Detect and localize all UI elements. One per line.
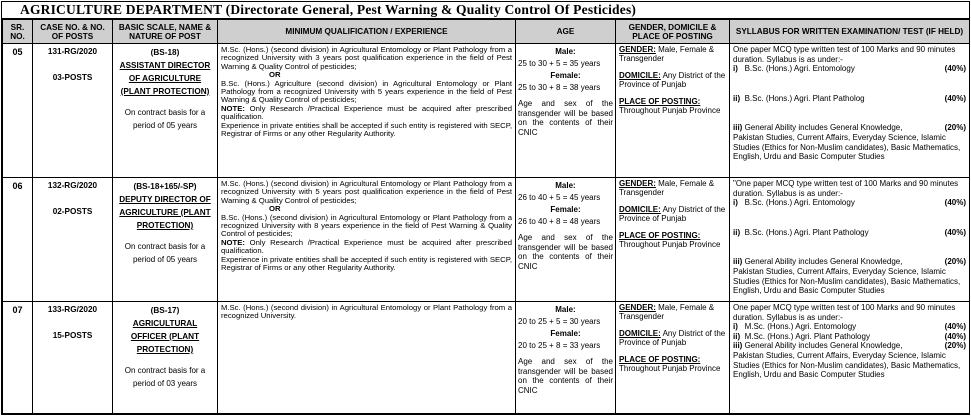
- gender-domicile-cell: [616, 44, 730, 178]
- qualification-primary: M.Sc. (Hons.) (second division) in Agricultural Entomology or Plant Pathology from a recognized University.: [221, 303, 512, 321]
- syllabus-item-2-num: ii): [733, 227, 741, 237]
- sr-no: 05: [3, 44, 33, 178]
- post-title: ASSISTANT DIRECTOR OF AGRICULTURE (PLANT PROTECTION): [119, 61, 211, 96]
- contract-nature: On contract basis for a period of 05 years: [124, 242, 206, 264]
- domicile-value: Any District of the Province of Punjab: [619, 205, 726, 223]
- age-male-value: 25 to 30 + 5 = 35 years: [518, 59, 601, 68]
- gender-domicile-cell: [616, 302, 730, 414]
- posting-label: PLACE OF POSTING:: [619, 97, 701, 106]
- syllabus-item-3: General Ability includes General Knowledge,: [744, 257, 903, 267]
- header-basic-scale: BASIC SCALE, NAME & NATURE OF POST: [113, 20, 218, 44]
- sr-no: 06: [3, 178, 33, 302]
- age-female-label: Female:: [550, 71, 581, 80]
- age-cell: [516, 44, 616, 178]
- basic-scale: (BS-18): [150, 48, 180, 57]
- table-row: [3, 302, 970, 414]
- table-row: [3, 44, 970, 178]
- age-transgender-note: Age and sex of the transgender will be based on the contents of their CNIC: [518, 357, 613, 395]
- gender-domicile-cell: [616, 178, 730, 302]
- syllabus-item-3-detail: Pakistan Studies, Current Affairs, Everyday Science, Islamic Studies (Ethics for Non-Muslim candidates), Basic Mathematics, English, Urdu and Basic Computer Studies: [733, 350, 961, 380]
- qualification-or: OR: [269, 70, 281, 80]
- note-text: Only Research /Practical Experience must be acquired after prescribed qualification.: [221, 103, 512, 122]
- table-header-row: [3, 20, 970, 44]
- syllabus-item-3-detail: Pakistan Studies, Current Affairs, Everyday Science, Islamic Studies (Ethics for Non-Muslim candidates), Basic Mathematics, English, Urdu and Basic Computer Studies: [733, 266, 961, 296]
- contract-nature: On contract basis for a period of 03 years: [124, 366, 206, 388]
- syllabus-item-3-weight: (20%): [944, 341, 966, 351]
- qualification-cell: [218, 302, 516, 414]
- syllabus-item-2-weight: (40%): [944, 331, 966, 341]
- qualification-primary: M.Sc. (Hons.) (second division) in Agricultural Entomology or Plant Pathology from a recognized University with 5 years post qualification experience in the field of Pest Warning & Quality Control of pesticides;: [221, 179, 512, 205]
- qualification-cell: [218, 178, 516, 302]
- note-experience: Experience in private entities shall be accepted if such entity is registered with SECP, Registrar of Firms or any other Regularity Authority.: [221, 120, 512, 139]
- advertisement-page: [1, 1, 970, 415]
- syllabus-intro: "One paper MCQ type written test of 100 Marks and 90 minutes duration. Syllabus is as under:-: [733, 179, 959, 198]
- syllabus-item-1-weight: (40%): [944, 322, 966, 332]
- syllabus-item-3-num: iii): [733, 257, 743, 267]
- syllabus-item-3: General Ability includes General Knowledge,: [744, 341, 903, 351]
- table-row: [3, 178, 970, 302]
- domicile-label: DOMICILE:: [619, 329, 661, 338]
- syllabus-item-2-weight: (40%): [944, 93, 966, 103]
- syllabus-item-3-num: iii): [733, 123, 743, 133]
- qualification-cell: [218, 44, 516, 178]
- syllabus-item-3-num: iii): [733, 341, 743, 351]
- note-experience: Experience in private entities shall be accepted if such entity is registered with SECP, Registrar of Firms or any other Regularity Authority.: [221, 254, 512, 273]
- age-female-value: 25 to 30 + 8 = 38 years: [518, 83, 601, 92]
- syllabus-intro: One paper MCQ type written test of 100 Marks and 90 minutes duration. Syllabus is as under:-: [733, 45, 956, 64]
- age-transgender-note: Age and sex of the transgender will be based on the contents of their CNIC: [518, 233, 613, 271]
- syllabus-item-1: B.Sc. (Hons.) Agri. Entomology: [744, 64, 855, 74]
- syllabus-item-3-detail: Pakistan Studies, Current Affairs, Everyday Science, Islamic Studies (Ethics for Non-Muslim candidates), Basic Mathematics, English, Urdu and Basic Computer Studies: [733, 132, 961, 162]
- syllabus-item-2-num: ii): [733, 93, 741, 103]
- age-male-value: 26 to 40 + 5 = 45 years: [518, 193, 601, 202]
- syllabus-item-2: B.Sc. (Hons.) Agri. Plant Patholog: [744, 93, 865, 103]
- case-number: 131-RG/2020: [47, 47, 98, 56]
- header-syllabus: SYLLABUS FOR WRITTEN EXAMINATION/ TEST (IF HELD): [730, 20, 970, 44]
- case-cell: [33, 302, 113, 414]
- posting-value: Throughout Punjab Province: [619, 364, 721, 373]
- syllabus-cell: [730, 178, 970, 302]
- post-count: 15-POSTS: [52, 331, 93, 340]
- age-female-label: Female:: [550, 205, 581, 214]
- note-text: Only Research /Practical Experience must be acquired after prescribed qualification.: [221, 237, 512, 256]
- qualification-primary: M.Sc. (Hons.) (second division) in Agricultural Entomology or Plant Pathology from a recognized University with 3 years post qualification experience in the field of Pest Warning & Quality Control of pesticides;: [221, 45, 512, 71]
- domicile-value: Any District of the Province of Punjab: [619, 329, 726, 347]
- case-number: 132-RG/2020: [47, 181, 98, 190]
- case-number: 133-RG/2020: [47, 305, 98, 314]
- syllabus-item-1-weight: (40%): [944, 198, 966, 208]
- syllabus-item-1: M.Sc. (Hons.) Agri. Entomology: [744, 322, 857, 332]
- gender-label: GENDER:: [619, 303, 656, 312]
- case-cell: [33, 178, 113, 302]
- gender-label: GENDER:: [619, 179, 656, 188]
- sr-no: 07: [3, 302, 33, 414]
- age-female-value: 20 to 25 + 8 = 33 years: [518, 341, 601, 350]
- header-case-no: CASE NO. & NO. OF POSTS: [33, 20, 113, 44]
- posts-table: [2, 19, 970, 414]
- age-cell: [516, 178, 616, 302]
- scale-cell: [113, 44, 218, 178]
- post-count: 03-POSTS: [52, 73, 93, 82]
- scale-cell: [113, 178, 218, 302]
- scale-cell: [113, 302, 218, 414]
- domicile-label: DOMICILE:: [619, 71, 661, 80]
- syllabus-item-1: B.Sc. (Hons.) Agri. Entomology: [744, 198, 855, 208]
- age-transgender-note: Age and sex of the transgender will be based on the contents of their CNIC: [518, 99, 613, 137]
- syllabus-item-1-num: i): [733, 322, 738, 332]
- age-male-label: Male:: [555, 305, 576, 314]
- age-female-label: Female:: [550, 329, 581, 338]
- syllabus-cell: [730, 44, 970, 178]
- syllabus-item-1-weight: (40%): [944, 64, 966, 74]
- syllabus-item-1-num: i): [733, 64, 738, 74]
- syllabus-item-2: B.Sc. (Hons.) Agri. Plant Pathology: [744, 227, 869, 237]
- header-qualification: MINIMUM QUALIFICATION / EXPERIENCE: [218, 20, 516, 44]
- domicile-label: DOMICILE:: [619, 205, 661, 214]
- syllabus-intro: One paper MCQ type written test of 100 Marks and 90 minutes duration. Syllabus is as under:-: [733, 303, 956, 322]
- syllabus-cell: [730, 302, 970, 414]
- age-male-label: Male:: [555, 181, 576, 190]
- domicile-value: Any District of the Province of Punjab: [619, 71, 726, 89]
- gender-label: GENDER:: [619, 45, 656, 54]
- syllabus-item-3: General Ability includes General Knowledge,: [744, 123, 903, 133]
- posting-value: Throughout Punjab Province: [619, 240, 721, 249]
- gender-value: Male, Female & Transgender: [619, 45, 715, 63]
- note-label: NOTE:: [221, 103, 245, 113]
- contract-nature: On contract basis for a period of 05 years: [124, 108, 206, 130]
- basic-scale: (BS-17): [150, 306, 180, 315]
- department-title: AGRICULTURE DEPARTMENT (Directorate General, Pest Warning & Quality Control Of Pesticides): [2, 2, 969, 19]
- qualification-alternate: B.Sc. (Hons.) (second division) in Agricultural Entomology or Plant Pathology from a recognized University with 8 years experience in the field of Pest Warning & Quality Control of pesticides;: [221, 212, 512, 239]
- syllabus-item-3-weight: (20%): [944, 257, 966, 267]
- header-sr-no: SR. NO.: [3, 20, 33, 44]
- age-male-value: 20 to 25 + 5 = 30 years: [518, 317, 601, 326]
- post-title: AGRICULTURAL OFFICER (PLANT PROTECTION): [130, 319, 200, 354]
- qualification-alternate: B.Sc. (Hons.) Agriculture (second division) in Agricultural Entomology or Plant Pathology from a recognized University with 5 years experience in the field of Pest Warning & Quality Control of pesticides;: [221, 78, 512, 105]
- syllabus-item-2-weight: (40%): [944, 227, 966, 237]
- note-label: NOTE:: [221, 237, 245, 247]
- age-male-label: Male:: [555, 47, 576, 56]
- posting-value: Throughout Punjab Province: [619, 106, 721, 115]
- syllabus-item-2: M.Sc. (Hons.) Agri. Plant Pathology: [744, 331, 870, 341]
- syllabus-item-1-num: i): [733, 198, 738, 208]
- gender-value: Male, Female & Transgender: [619, 303, 715, 321]
- header-gender-domicile: GENDER, DOMICILE & PLACE OF POSTING: [616, 20, 730, 44]
- posting-label: PLACE OF POSTING:: [619, 231, 701, 240]
- age-female-value: 26 to 40 + 8 = 48 years: [518, 217, 601, 226]
- basic-scale: (BS-18+165/-SP): [133, 182, 197, 191]
- gender-value: Male, Female & Transgender: [619, 179, 715, 197]
- syllabus-item-2-num: ii): [733, 331, 741, 341]
- header-age: AGE: [516, 20, 616, 44]
- posting-label: PLACE OF POSTING:: [619, 355, 701, 364]
- post-count: 02-POSTS: [52, 207, 93, 216]
- age-cell: [516, 302, 616, 414]
- case-cell: [33, 44, 113, 178]
- syllabus-item-3-weight: (20%): [944, 123, 966, 133]
- post-title: DEPUTY DIRECTOR OF AGRICULTURE (PLANT PROTECTION): [119, 195, 211, 230]
- qualification-or: OR: [269, 204, 281, 214]
